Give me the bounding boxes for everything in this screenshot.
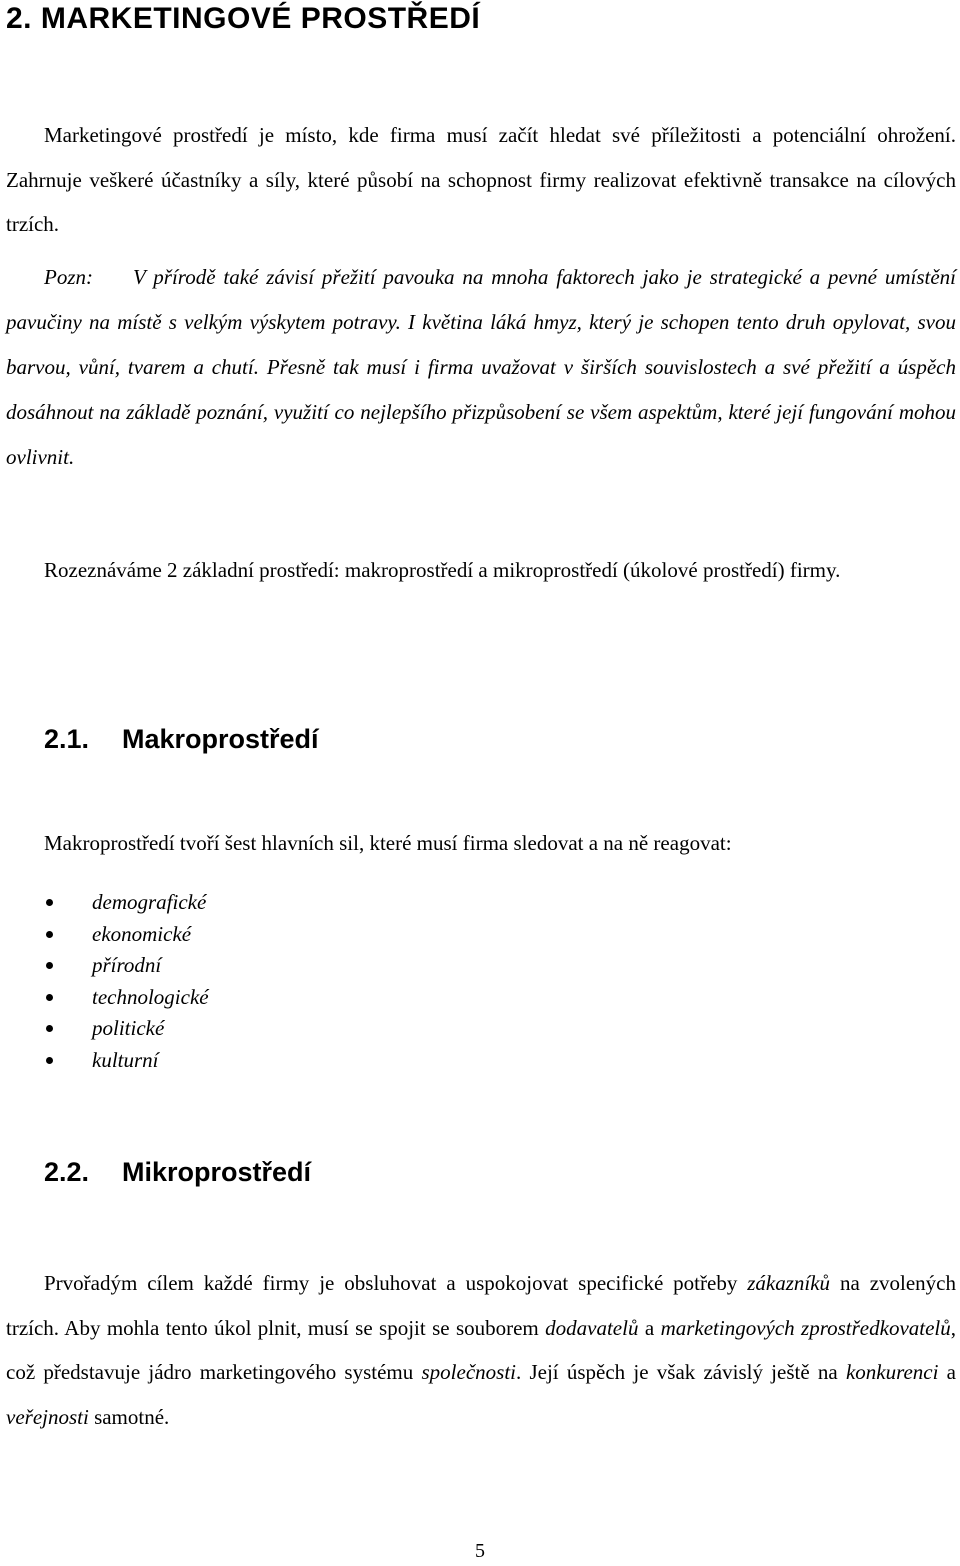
section-heading-micro — [44, 1157, 311, 1188]
text-run: Prvořadým cílem každé firmy je obsluhovat a uspokojovat specifické potřeby — [44, 1271, 748, 1295]
bullet-icon — [46, 1025, 53, 1032]
text-run: . Její úspěch je však závislý ještě na — [516, 1360, 846, 1384]
environments-paragraph: Rozeznáváme 2 základní prostředí: makroprostředí a mikroprostředí (úkolové prostředí) firmy. — [44, 558, 841, 582]
text-run: na zvolených trzích. Aby mohla tento úkol plnit, musí se spojit se souborem — [6, 1271, 956, 1340]
bullet-icon — [46, 1057, 53, 1064]
list-item — [44, 887, 209, 919]
list-item — [44, 950, 209, 982]
bullet-icon — [46, 962, 53, 969]
list-item — [44, 919, 209, 951]
text-run: a — [638, 1315, 661, 1340]
note-text: V přírodě také závisí přežití pavouka na mnoha faktorech jako je strategické a pevné umístění pavučiny na místě s velkým výskytem potravy. I květina láká hmyz, který je schopen tento druh opylovat, svou barvou, vůní, tvarem a chutí. Přesně tak musí i firma uvažovat v širších souvislostech a své přežití a úspěch dosáhnout na základě poznání, využití co nejlepšího přizpůsobení se všem aspektům, které její fungování mohou ovlivnit. — [6, 265, 956, 469]
intro-paragraph: Marketingové prostředí je místo, kde firma musí začít hledat své příležitosti a potenciální ohrožení. Zahrnuje veškeré účastníky a síly, které působí na schopnost firmy realizovat efektivně transakce na cílových trzích. — [6, 123, 956, 236]
term-intermediaries: marketingových zprostředkovatelů — [660, 1315, 951, 1340]
macro-lead-paragraph: Makroprostředí tvoří šest hlavních sil, které musí firma sledovat a na ně reagovat: — [44, 831, 732, 855]
list-item — [44, 1045, 209, 1077]
term-public: veřejnosti — [6, 1404, 89, 1429]
note-label: Pozn: — [44, 265, 93, 289]
section-number: 2.1. — [44, 724, 90, 754]
section-title: Makroprostředí — [122, 724, 319, 754]
macro-forces-list — [44, 887, 209, 1076]
text-run: a — [938, 1360, 956, 1384]
term-competition: konkurenci — [845, 1360, 939, 1384]
term-customers: zákazníků — [747, 1271, 831, 1295]
section-heading-macro — [44, 724, 319, 755]
list-item-label: kulturní — [92, 1047, 159, 1072]
list-item-label: ekonomické — [92, 921, 192, 946]
list-item-label: politické — [92, 1016, 165, 1040]
section-number: 2.2. — [44, 1157, 90, 1187]
page-number: 5 — [475, 1540, 485, 1562]
section-title: Mikroprostředí — [122, 1157, 312, 1187]
list-item-label: technologické — [92, 984, 209, 1009]
list-item — [44, 1013, 209, 1045]
list-item-label: přírodní — [92, 953, 162, 977]
term-company: společnosti — [421, 1360, 516, 1384]
bullet-icon — [46, 899, 53, 906]
note-paragraph — [6, 255, 956, 480]
list-item — [44, 982, 209, 1014]
term-suppliers: dodavatelů — [545, 1315, 639, 1340]
text-run: samotné. — [88, 1404, 170, 1429]
micro-paragraph — [6, 1261, 956, 1439]
chapter-heading: 2. MARKETINGOVÉ PROSTŘEDÍ — [6, 2, 481, 35]
list-item-label: demografické — [92, 890, 207, 914]
text-run: , což představuje jádro marketingového systému — [6, 1315, 957, 1384]
bullet-icon — [46, 994, 53, 1001]
bullet-icon — [46, 931, 53, 938]
